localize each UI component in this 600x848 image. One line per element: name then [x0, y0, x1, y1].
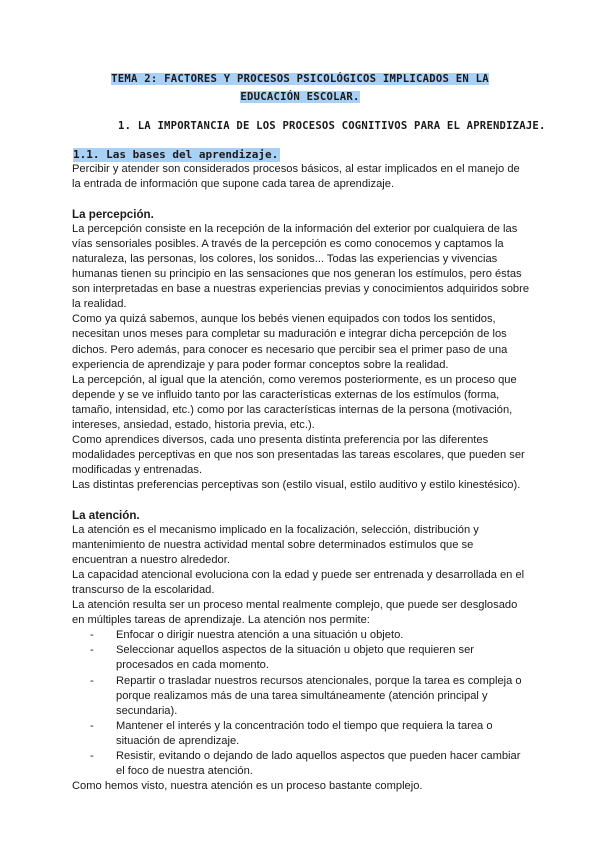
attention-list [72, 628, 530, 778]
title-line-2: EDUCACIÓN ESCOLAR. [240, 90, 360, 103]
perception-paragraph-5: Las distintas preferencias perceptivas son (estilo visual, estilo auditivo y estilo kinestésico). [72, 478, 521, 491]
attention-heading: La atención. [72, 508, 140, 522]
attention-paragraph-1: La atención es el mecanismo implicado en la focalización, selección, distribución y mantenimiento de nuestra actividad mental sobre determinados estímulos que se encuentran a nuestro alrededor. [72, 524, 479, 567]
list-item: - Repartir o trasladar nuestros recursos atencionales, porque la tarea es compleja o porque realizamos más de una tarea simultáneamente (atención principal y secundaria). [90, 674, 530, 719]
perception-paragraph-3: La percepción, al igual que la atención, como veremos posteriormente, es un proceso que depende y se ve influido tanto por las características externas de los estímulos (forma, tamaño, intensidad, etc.) como por las características internas de la persona (motivación, intereses, ansiedad, estado, historia previa, etc.). [72, 373, 517, 431]
list-item: - Mantener el interés y la concentración todo el tiempo que requiera la tarea o situación de aprendizaje. [90, 719, 530, 749]
perception-paragraph-1: La percepción consiste en la recepción de la información del exterior por cualquiera de las vías sensoriales posibles. A través de la percepción es como conocemos y captamos la naturaleza, las personas, los colores, los sonidos... Todas las experiencias y vivencias humanas tienen su principio en las sensaciones que nos generan los estímulos, pero éstas son interpretadas en base a nuestras experiencias previas y conocimientos adquiridos sobre la realidad. [72, 223, 530, 311]
document-subtitle: 1. LA IMPORTANCIA DE LOS PROCESOS COGNITIVOS PARA EL APRENDIZAJE. [118, 120, 546, 132]
section-heading: 1.1. Las bases del aprendizaje. [73, 148, 279, 161]
list-item: - Enfocar o dirigir nuestra atención a una situación u objeto. [90, 628, 530, 643]
attention-paragraph-2: La capacidad atencional evoluciona con la edad y puede ser entrenada y desarrollada en el transcurso de la escolaridad. [72, 569, 525, 597]
perception-paragraph-2: Como ya quizá sabemos, aunque los bebés vienen equipados con todos los sentidos, necesitan unos meses para completar su maduración e integrar dicha percepción de los dichos. Pero además, para conocer es necesario que percibir sea el primer paso de una experiencia de aprendizaje y para poder formar conceptos sobre la realidad. [72, 313, 508, 371]
title-line-1: TEMA 2: FACTORES Y PROCESOS PSICOLÓGICOS IMPLICADOS EN LA [111, 73, 489, 85]
perception-heading: La percepción. [72, 208, 154, 222]
list-item: - Resistir, evitando o dejando de lado aquellos aspectos que pueden hacer cambiar el foco de nuestra atención. [90, 749, 530, 779]
list-item: - Seleccionar aquellos aspectos de la situación u objeto que requieren ser procesados en cada momento. [90, 643, 530, 673]
document-title [70, 71, 530, 106]
intro-paragraph: Percibir y atender son considerados procesos básicos, al estar implicados en el manejo de la entrada de información que supone cada tarea de aprendizaje. [72, 163, 520, 191]
attention-paragraph-3: La atención resulta ser un proceso mental realmente complejo, que puede ser desglosado en múltiples tareas de aprendizaje. La atención nos permite: [72, 599, 518, 627]
document-body [72, 162, 530, 794]
attention-closing: Como hemos visto, nuestra atención es un proceso bastante complejo. [72, 779, 423, 792]
perception-paragraph-4: Como aprendices diversos, cada uno presenta distinta preferencia por las diferentes modalidades perceptivas en que nos son presentadas las tareas escolares, que pueden ser modificadas y entrenadas. [72, 433, 525, 476]
